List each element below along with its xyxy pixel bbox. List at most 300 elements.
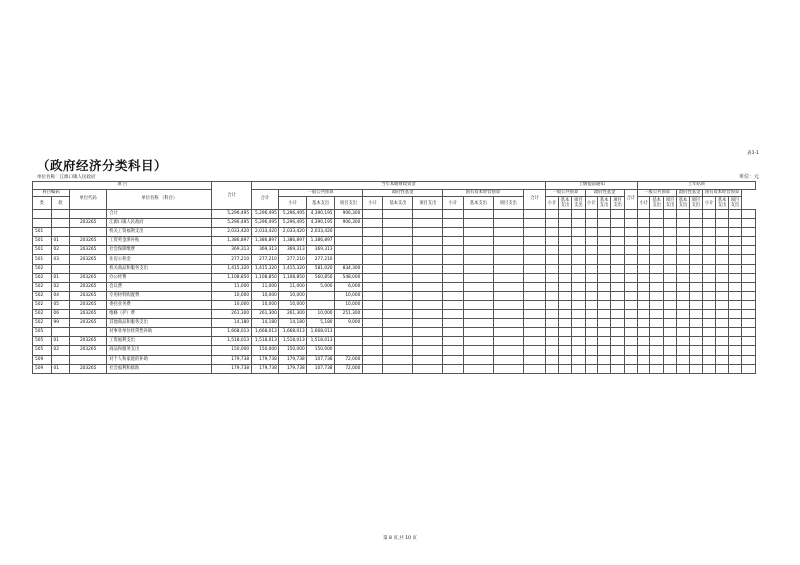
cell-unit-code: 203265 — [70, 219, 107, 228]
cell-kuan: 02 — [51, 346, 70, 355]
empty-cell — [663, 291, 676, 300]
empty-cell — [493, 237, 523, 246]
empty-cell — [523, 319, 546, 328]
empty-cell — [597, 355, 610, 364]
empty-cell — [597, 328, 610, 337]
header-project-exp: 项目支出 — [572, 197, 585, 210]
cell-name: 社会福利和救助 — [107, 364, 212, 373]
empty-cell — [677, 210, 689, 219]
cell-gen-sub: 1,386,897 — [279, 237, 307, 246]
empty-cell — [716, 346, 728, 355]
header-unit-name: 单位名称 （科目） — [107, 189, 212, 210]
empty-cell — [558, 246, 571, 255]
header-subtotal: 小计 — [546, 197, 558, 210]
table-row — [33, 337, 756, 346]
cell-name: 合计 — [107, 210, 212, 219]
empty-cell — [362, 328, 383, 337]
empty-cell — [546, 364, 558, 373]
empty-cell — [463, 273, 493, 282]
empty-cell — [677, 346, 689, 355]
empty-cell — [677, 310, 689, 319]
empty-cell — [702, 291, 715, 300]
empty-cell — [638, 228, 650, 237]
cell-gen-basic: 4,390,195 — [307, 219, 335, 228]
header-project-exp: 项目支出 — [689, 197, 702, 210]
cell-kuan — [51, 264, 70, 273]
empty-cell — [728, 228, 741, 237]
header-subtotal: 小计 — [362, 197, 383, 210]
empty-cell — [558, 300, 571, 309]
cell-sub: 1,518,013 — [251, 337, 279, 346]
empty-cell — [362, 273, 383, 282]
cell-lei: 502 — [33, 282, 52, 291]
header-last-year: 上年结转 — [638, 182, 756, 190]
empty-cell — [443, 346, 464, 355]
empty-cell — [663, 219, 676, 228]
empty-cell — [638, 264, 650, 273]
empty-cell — [546, 219, 558, 228]
empty-cell — [572, 282, 585, 291]
empty-cell — [689, 219, 702, 228]
cell-gen-basic: 2,033,420 — [307, 228, 335, 237]
empty-cell — [663, 210, 676, 219]
cell-gen-basic: 277,210 — [307, 255, 335, 264]
cell-total: 1,518,013 — [212, 337, 251, 346]
empty-cell — [611, 319, 624, 328]
empty-cell — [742, 364, 756, 373]
empty-cell — [585, 355, 597, 364]
cell-kuan — [51, 219, 70, 228]
empty-cell — [597, 237, 610, 246]
cell-unit-code — [70, 210, 107, 219]
empty-cell — [558, 310, 571, 319]
cell-gen-proj: 906,300 — [335, 219, 363, 228]
empty-cell — [493, 264, 523, 273]
header-ut-total: 合计 — [523, 189, 546, 210]
empty-cell — [663, 337, 676, 346]
empty-cell — [383, 300, 413, 309]
cell-gen-sub: 277,210 — [279, 255, 307, 264]
empty-cell — [742, 246, 756, 255]
empty-cell — [546, 273, 558, 282]
empty-cell — [572, 364, 585, 373]
header-basic: 基本支出 — [558, 197, 571, 210]
cell-gen-sub: 1,518,013 — [279, 337, 307, 346]
empty-cell — [728, 337, 741, 346]
empty-cell — [742, 282, 756, 291]
empty-cell — [383, 291, 413, 300]
cell-unit-code — [70, 228, 107, 237]
empty-cell — [523, 237, 546, 246]
empty-cell — [493, 328, 523, 337]
header-ut-fund: 政府性基金 — [585, 189, 624, 197]
header-unit-code: 单位代码 — [70, 189, 107, 210]
empty-cell — [677, 328, 689, 337]
empty-cell — [493, 337, 523, 346]
empty-cell — [638, 364, 650, 373]
empty-cell — [689, 255, 702, 264]
cell-name: 社会保障缴费 — [107, 246, 212, 255]
cell-kuan: 01 — [51, 273, 70, 282]
empty-cell — [597, 337, 610, 346]
empty-cell — [728, 300, 741, 309]
empty-cell — [702, 300, 715, 309]
empty-cell — [493, 210, 523, 219]
cell-total: 1,108,850 — [212, 273, 251, 282]
empty-cell — [493, 228, 523, 237]
empty-cell — [650, 291, 663, 300]
empty-cell — [650, 346, 663, 355]
cell-gen-proj: 72,000 — [335, 364, 363, 373]
empty-cell — [742, 237, 756, 246]
table-row — [33, 210, 756, 219]
table-row — [33, 264, 756, 273]
empty-cell — [413, 337, 443, 346]
empty-cell — [650, 328, 663, 337]
empty-cell — [624, 337, 637, 346]
empty-cell — [572, 237, 585, 246]
empty-cell — [611, 346, 624, 355]
budget-table — [32, 181, 756, 374]
empty-cell — [716, 210, 728, 219]
empty-cell — [463, 219, 493, 228]
empty-cell — [702, 337, 715, 346]
empty-cell — [443, 310, 464, 319]
cell-gen-proj: 6,000 — [335, 282, 363, 291]
empty-cell — [443, 210, 464, 219]
empty-cell — [716, 273, 728, 282]
cell-kuan: 01 — [51, 364, 70, 373]
cell-name: 商品和服务支出 — [107, 346, 212, 355]
empty-cell — [689, 210, 702, 219]
header-project-exp: 项目支出 — [493, 197, 523, 210]
empty-cell — [663, 300, 676, 309]
page-footer: 第 8 页,共 10 页 — [383, 536, 417, 541]
empty-cell — [413, 246, 443, 255]
empty-cell — [728, 328, 741, 337]
header-upper-transfer: 上级提前通知 — [546, 182, 638, 190]
empty-cell — [572, 300, 585, 309]
empty-cell — [383, 210, 413, 219]
empty-cell — [650, 300, 663, 309]
empty-cell — [702, 237, 715, 246]
empty-cell — [742, 228, 756, 237]
cell-gen-basic: 1,668,013 — [307, 328, 335, 337]
cell-lei: 502 — [33, 310, 52, 319]
cell-name: 江源口镇人民政府 — [107, 219, 212, 228]
cell-name: 对事业单位经常性补助 — [107, 328, 212, 337]
cell-gen-sub: 1,668,013 — [279, 328, 307, 337]
empty-cell — [597, 273, 610, 282]
empty-cell — [523, 219, 546, 228]
empty-cell — [611, 282, 624, 291]
empty-cell — [463, 228, 493, 237]
header-ly-total: 合计 — [624, 189, 637, 210]
empty-cell — [597, 210, 610, 219]
empty-cell — [742, 273, 756, 282]
empty-cell — [677, 282, 689, 291]
empty-cell — [677, 255, 689, 264]
empty-cell — [689, 337, 702, 346]
header-basic: 基本支出 — [597, 197, 610, 210]
empty-cell — [572, 328, 585, 337]
empty-cell — [597, 282, 610, 291]
empty-cell — [493, 246, 523, 255]
cell-gen-basic: 4,390,195 — [307, 210, 335, 219]
empty-cell — [383, 246, 413, 255]
empty-cell — [572, 337, 585, 346]
cell-total: 1,668,013 — [212, 328, 251, 337]
empty-cell — [585, 300, 597, 309]
empty-cell — [702, 210, 715, 219]
empty-cell — [611, 228, 624, 237]
empty-cell — [523, 355, 546, 364]
cell-gen-sub: 1,108,850 — [279, 273, 307, 282]
cell-unit-code — [70, 328, 107, 337]
empty-cell — [362, 355, 383, 364]
empty-cell — [597, 319, 610, 328]
empty-cell — [383, 237, 413, 246]
empty-cell — [716, 237, 728, 246]
empty-cell — [558, 346, 571, 355]
cell-gen-proj: 10,000 — [335, 300, 363, 309]
cell-sub: 1,415,320 — [251, 264, 279, 273]
cell-unit-code: 203265 — [70, 246, 107, 255]
empty-cell — [611, 310, 624, 319]
empty-cell — [728, 346, 741, 355]
empty-cell — [572, 346, 585, 355]
empty-cell — [702, 264, 715, 273]
header-project-exp: 项目支出 — [663, 197, 676, 210]
empty-cell — [523, 310, 546, 319]
empty-cell — [663, 282, 676, 291]
cell-kuan: 02 — [51, 246, 70, 255]
cell-name: 对个人和家庭的补助 — [107, 355, 212, 364]
empty-cell — [558, 210, 571, 219]
header-ly-general: 一般公共预算 — [638, 189, 677, 197]
cell-name: 委托业务费 — [107, 300, 212, 309]
empty-cell — [716, 219, 728, 228]
empty-cell — [597, 364, 610, 373]
empty-cell — [585, 273, 597, 282]
cell-lei: 502 — [33, 300, 52, 309]
cell-lei: 502 — [33, 273, 52, 282]
empty-cell — [493, 355, 523, 364]
empty-cell — [611, 237, 624, 246]
empty-cell — [572, 219, 585, 228]
cell-gen-proj: 906,300 — [335, 210, 363, 219]
cell-gen-sub: 179,738 — [279, 364, 307, 373]
empty-cell — [624, 291, 637, 300]
empty-cell — [558, 219, 571, 228]
cell-gen-sub: 10,000 — [279, 291, 307, 300]
empty-cell — [702, 364, 715, 373]
cell-gen-basic — [307, 291, 335, 300]
empty-cell — [742, 319, 756, 328]
empty-cell — [597, 264, 610, 273]
empty-cell — [728, 264, 741, 273]
cell-sub: 261,300 — [251, 310, 279, 319]
empty-cell — [624, 319, 637, 328]
cell-sub: 5,296,495 — [251, 219, 279, 228]
empty-cell — [493, 273, 523, 282]
empty-cell — [493, 319, 523, 328]
cell-gen-proj: 9,000 — [335, 319, 363, 328]
empty-cell — [546, 355, 558, 364]
table-row — [33, 328, 756, 337]
empty-cell — [585, 237, 597, 246]
cell-name: 办公经费 — [107, 273, 212, 282]
empty-cell — [546, 328, 558, 337]
empty-cell — [716, 328, 728, 337]
empty-cell — [463, 355, 493, 364]
empty-cell — [546, 264, 558, 273]
cell-lei: 505 — [33, 346, 52, 355]
cell-gen-basic: 1,518,013 — [307, 337, 335, 346]
empty-cell — [443, 364, 464, 373]
empty-cell — [362, 219, 383, 228]
empty-cell — [463, 300, 493, 309]
empty-cell — [463, 291, 493, 300]
empty-cell — [493, 255, 523, 264]
empty-cell — [585, 255, 597, 264]
empty-cell — [677, 219, 689, 228]
empty-cell — [383, 346, 413, 355]
empty-cell — [558, 337, 571, 346]
cell-gen-sub: 261,300 — [279, 310, 307, 319]
empty-cell — [650, 219, 663, 228]
cell-gen-basic: 5,180 — [307, 319, 335, 328]
cell-sub: 14,180 — [251, 319, 279, 328]
empty-cell — [597, 291, 610, 300]
empty-cell — [413, 328, 443, 337]
cell-name: 机关商品和服务支出 — [107, 264, 212, 273]
empty-cell — [611, 273, 624, 282]
empty-cell — [413, 282, 443, 291]
cell-unit-code: 203265 — [70, 291, 107, 300]
empty-cell — [493, 291, 523, 300]
empty-cell — [413, 210, 443, 219]
empty-cell — [624, 355, 637, 364]
empty-cell — [493, 219, 523, 228]
empty-cell — [650, 237, 663, 246]
cell-gen-basic: 369,313 — [307, 246, 335, 255]
empty-cell — [413, 364, 443, 373]
header-subtotal: 小计 — [279, 197, 307, 210]
empty-cell — [463, 237, 493, 246]
empty-cell — [383, 255, 413, 264]
empty-cell — [716, 337, 728, 346]
empty-cell — [611, 246, 624, 255]
empty-cell — [362, 310, 383, 319]
empty-cell — [558, 364, 571, 373]
empty-cell — [597, 300, 610, 309]
cell-kuan: 99 — [51, 319, 70, 328]
empty-cell — [572, 273, 585, 282]
empty-cell — [383, 310, 413, 319]
empty-cell — [413, 355, 443, 364]
cell-total: 2,033,420 — [212, 228, 251, 237]
empty-cell — [728, 355, 741, 364]
empty-cell — [523, 337, 546, 346]
cell-unit-code — [70, 264, 107, 273]
empty-cell — [383, 264, 413, 273]
empty-cell — [638, 219, 650, 228]
empty-cell — [383, 219, 413, 228]
empty-cell — [742, 210, 756, 219]
empty-cell — [572, 319, 585, 328]
empty-cell — [742, 355, 756, 364]
empty-cell — [523, 210, 546, 219]
cell-gen-basic — [307, 300, 335, 309]
empty-cell — [650, 355, 663, 364]
empty-cell — [585, 264, 597, 273]
cell-gen-proj: 10,000 — [335, 291, 363, 300]
cell-total: 1,386,897 — [212, 237, 251, 246]
empty-cell — [362, 246, 383, 255]
empty-cell — [716, 264, 728, 273]
empty-cell — [546, 310, 558, 319]
empty-cell — [663, 328, 676, 337]
empty-cell — [585, 310, 597, 319]
header-kuan: 款 — [51, 197, 70, 210]
empty-cell — [650, 319, 663, 328]
empty-cell — [362, 237, 383, 246]
empty-cell — [493, 346, 523, 355]
header-basic: 基本支出 — [383, 197, 413, 210]
empty-cell — [689, 319, 702, 328]
cell-sub: 1,386,897 — [251, 237, 279, 246]
empty-cell — [650, 273, 663, 282]
empty-cell — [585, 346, 597, 355]
cell-sub: 1,668,013 — [251, 328, 279, 337]
empty-cell — [702, 246, 715, 255]
empty-cell — [362, 300, 383, 309]
cell-gen-basic: 107,738 — [307, 364, 335, 373]
org-name-label: 单位名称：江源口镇人民政府 — [37, 175, 96, 180]
empty-cell — [523, 255, 546, 264]
cell-gen-sub: 5,296,495 — [279, 219, 307, 228]
empty-cell — [546, 291, 558, 300]
empty-cell — [702, 346, 715, 355]
empty-cell — [638, 237, 650, 246]
empty-cell — [702, 355, 715, 364]
empty-cell — [650, 364, 663, 373]
empty-cell — [383, 228, 413, 237]
empty-cell — [638, 291, 650, 300]
header-ut-general: 一般公共预算 — [546, 189, 585, 197]
empty-cell — [702, 319, 715, 328]
cell-gen-proj — [335, 255, 363, 264]
empty-cell — [546, 210, 558, 219]
empty-cell — [558, 319, 571, 328]
empty-cell — [585, 319, 597, 328]
empty-cell — [558, 264, 571, 273]
cell-kuan — [51, 328, 70, 337]
empty-cell — [443, 319, 464, 328]
cell-total: 179,738 — [212, 364, 251, 373]
cell-unit-code: 203265 — [70, 255, 107, 264]
empty-cell — [413, 273, 443, 282]
empty-cell — [546, 237, 558, 246]
empty-cell — [702, 328, 715, 337]
header-subtotal: 小计 — [443, 197, 464, 210]
empty-cell — [716, 310, 728, 319]
empty-cell — [383, 282, 413, 291]
empty-cell — [523, 264, 546, 273]
table-row — [33, 246, 756, 255]
cell-sub: 369,313 — [251, 246, 279, 255]
